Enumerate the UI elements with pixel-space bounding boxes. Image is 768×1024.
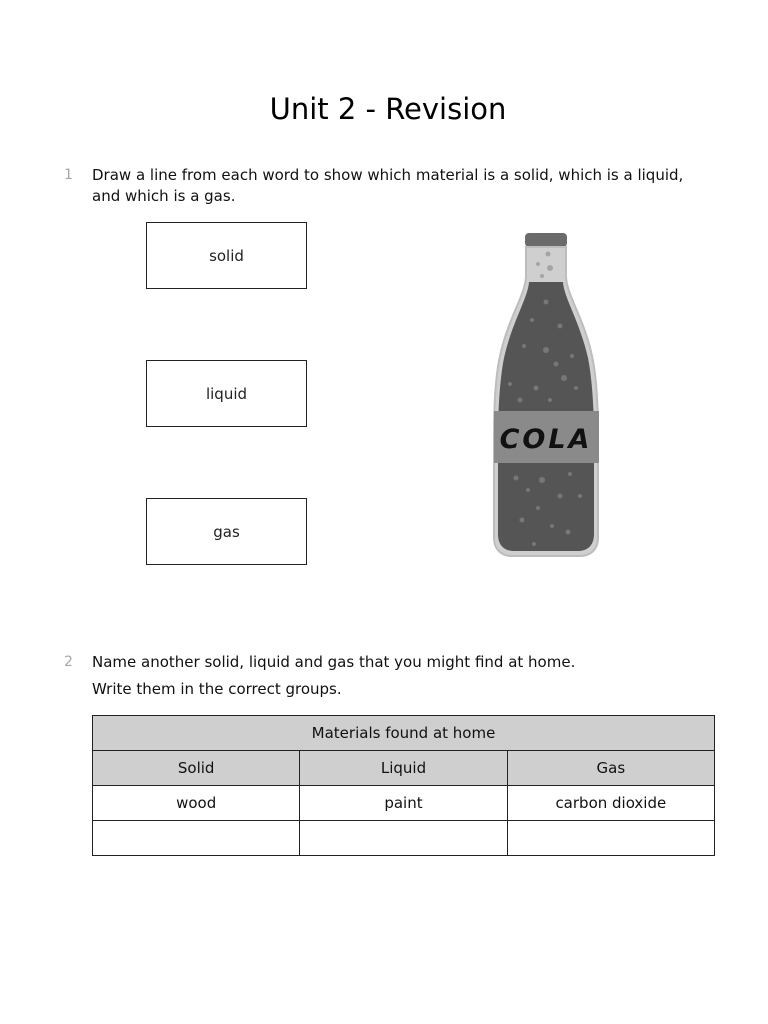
table-cell-liquid-blank[interactable] [300, 821, 507, 856]
word-box-gas[interactable]: gas [146, 498, 307, 565]
table-cell-solid: wood [93, 786, 300, 821]
table-cell-liquid: paint [300, 786, 507, 821]
question-1-text-line-2: and which is a gas. [92, 187, 236, 205]
question-2-text-line-2: Write them in the correct groups. [92, 680, 342, 698]
question-1-number: 1 [64, 167, 73, 183]
word-box-solid[interactable]: solid [146, 222, 307, 289]
word-box-liquid[interactable]: liquid [146, 360, 307, 427]
table-row [93, 786, 715, 821]
cola-bottle-image [480, 228, 620, 562]
table-cell-gas: carbon dioxide [507, 786, 714, 821]
table-row [93, 821, 715, 856]
materials-table [92, 715, 715, 856]
column-header-gas: Gas [507, 751, 714, 786]
column-header-liquid: Liquid [300, 751, 507, 786]
table-cell-gas-blank[interactable] [507, 821, 714, 856]
page-title: Unit 2 - Revision [269, 92, 507, 126]
question-1-text-line-1: Draw a line from each word to show which material is a solid, which is a liquid, [92, 166, 684, 184]
materials-table-caption: Materials found at home [93, 716, 715, 751]
bottle-cap [525, 233, 567, 247]
question-2-number: 2 [64, 654, 73, 670]
table-cell-solid-blank[interactable] [93, 821, 300, 856]
column-header-solid: Solid [93, 751, 300, 786]
bottle-label-text: COLA [499, 424, 593, 455]
question-2-text-line-1: Name another solid, liquid and gas that you might find at home. [92, 653, 576, 671]
